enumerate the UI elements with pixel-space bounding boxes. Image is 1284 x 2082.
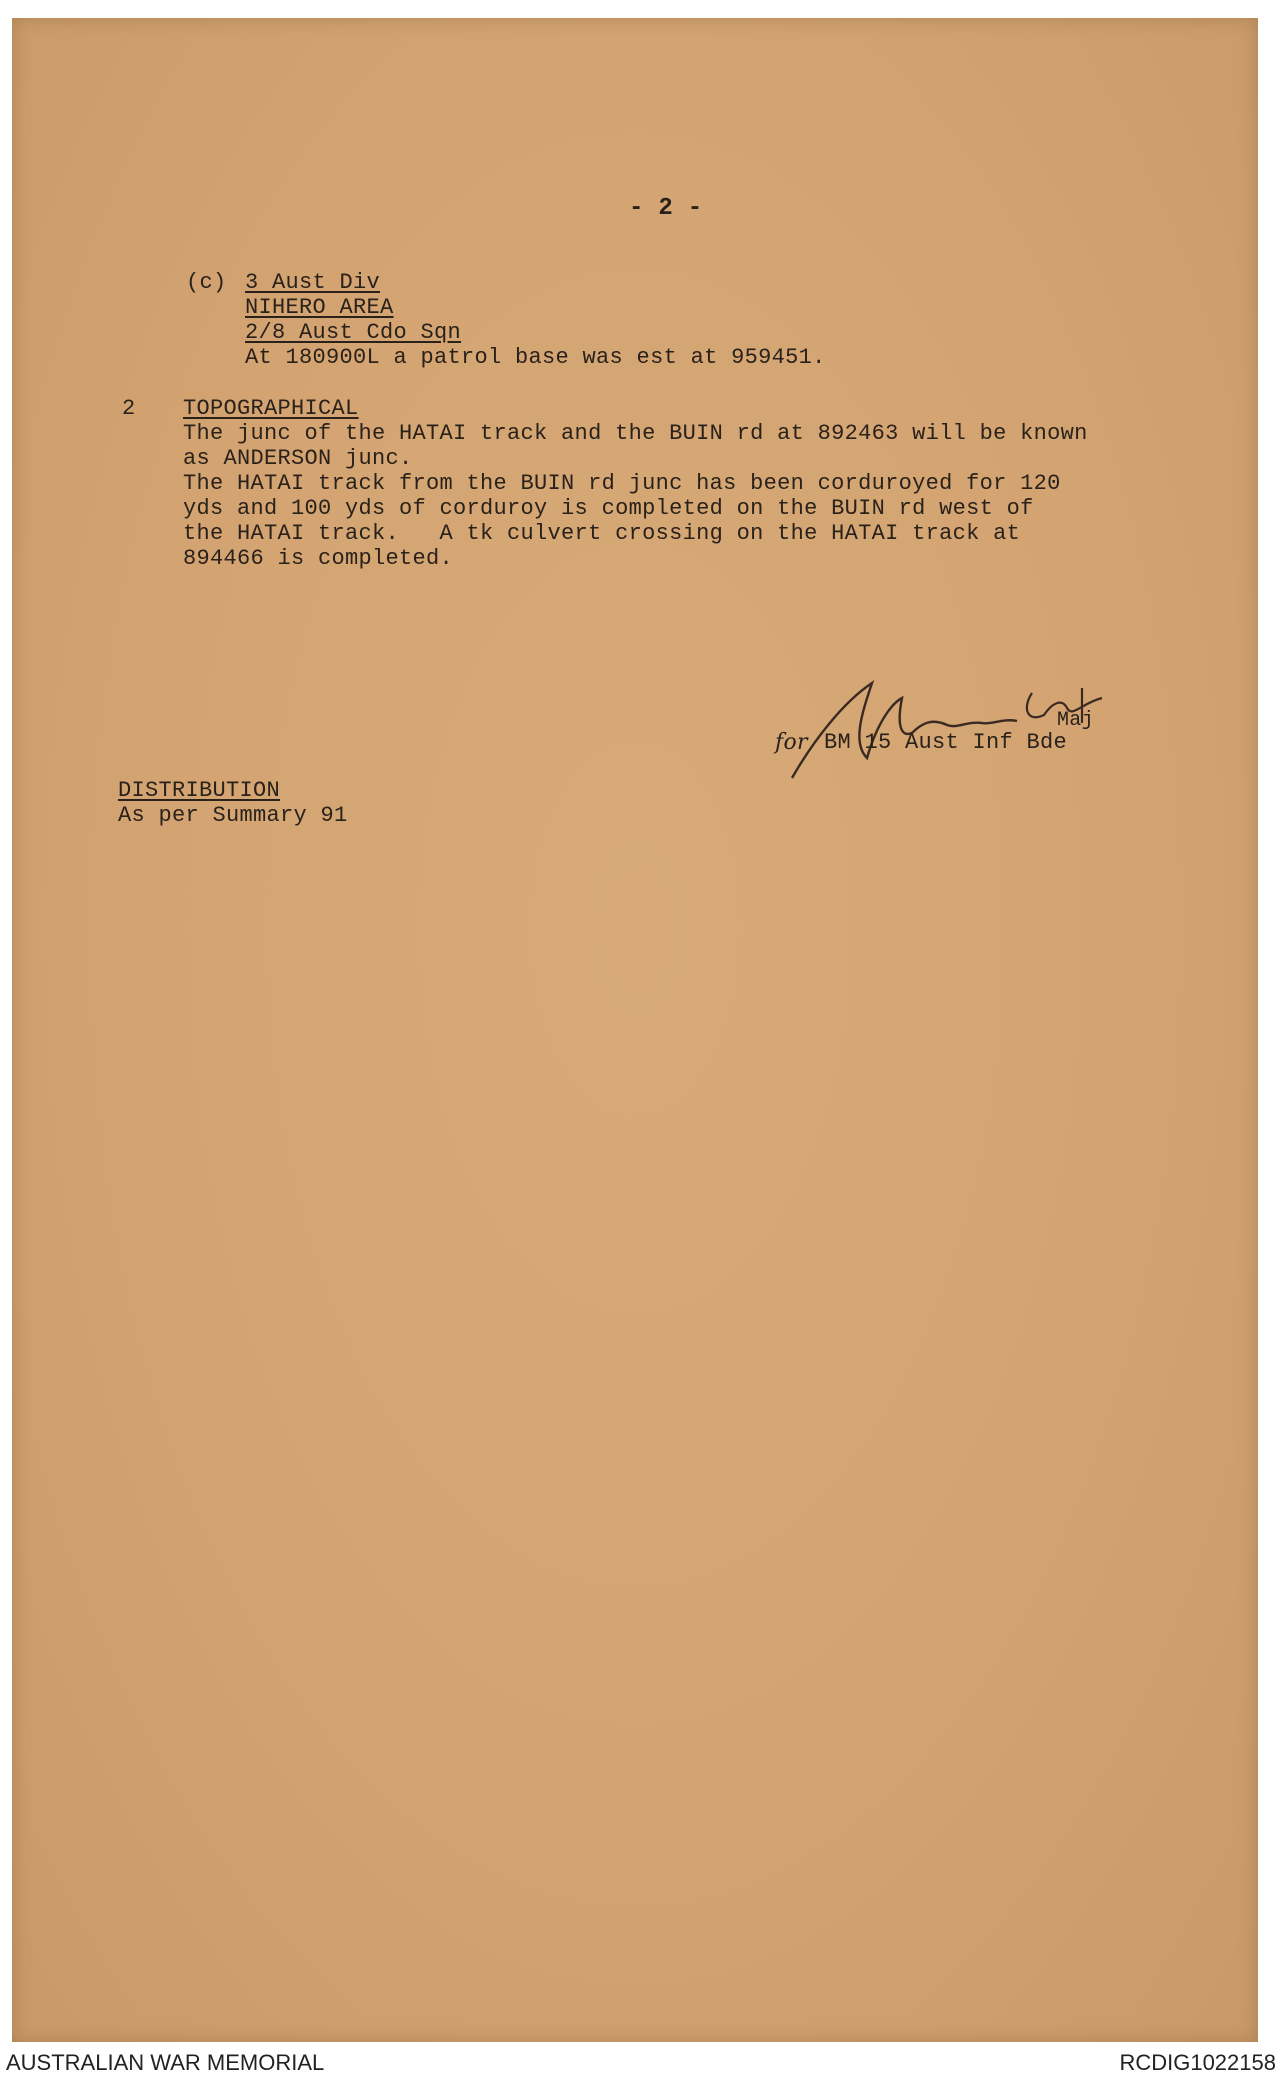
section-2-line: The HATAI track from the BUIN rd junc has been corduroyed for 120	[183, 471, 1061, 496]
document-page	[12, 18, 1258, 2042]
section-2-line: 894466 is completed.	[183, 546, 454, 571]
archive-name: AUSTRALIAN WAR MEMORIAL	[6, 2050, 325, 2075]
signature-title: BM 15 Aust Inf Bde	[824, 730, 1068, 755]
archive-footer	[0, 2042, 1284, 2082]
section-2-line: yds and 100 yds of corduroy is completed on the BUIN rd west of	[183, 496, 1034, 521]
section-2-line: the HATAI track. A tk culvert crossing on the HATAI track at	[183, 521, 1021, 546]
section-2-line: The junc of the HATAI track and the BUIN rd at 892463 will be known	[183, 421, 1088, 446]
archive-id: RCDIG1022158	[1119, 2050, 1276, 2075]
signature-for: for	[775, 730, 808, 755]
section-2-line: as ANDERSON junc.	[183, 446, 413, 471]
section-2-heading: TOPOGRAPHICAL	[183, 396, 359, 421]
section-c-report: At 180900L a patrol base was est at 959451.	[245, 345, 826, 370]
section-c-division: 3 Aust Div	[245, 270, 381, 295]
distribution-heading: DISTRIBUTION	[118, 778, 281, 803]
distribution-text: As per Summary 91	[118, 803, 348, 828]
section-c-marker: (c)	[186, 270, 227, 295]
section-c-area: NIHERO AREA	[245, 295, 394, 320]
section-c-unit: 2/8 Aust Cdo Sqn	[245, 320, 462, 345]
page-number: - 2 -	[629, 195, 703, 222]
signature-rank: Maj	[1057, 709, 1094, 732]
section-2-number: 2	[122, 396, 136, 421]
